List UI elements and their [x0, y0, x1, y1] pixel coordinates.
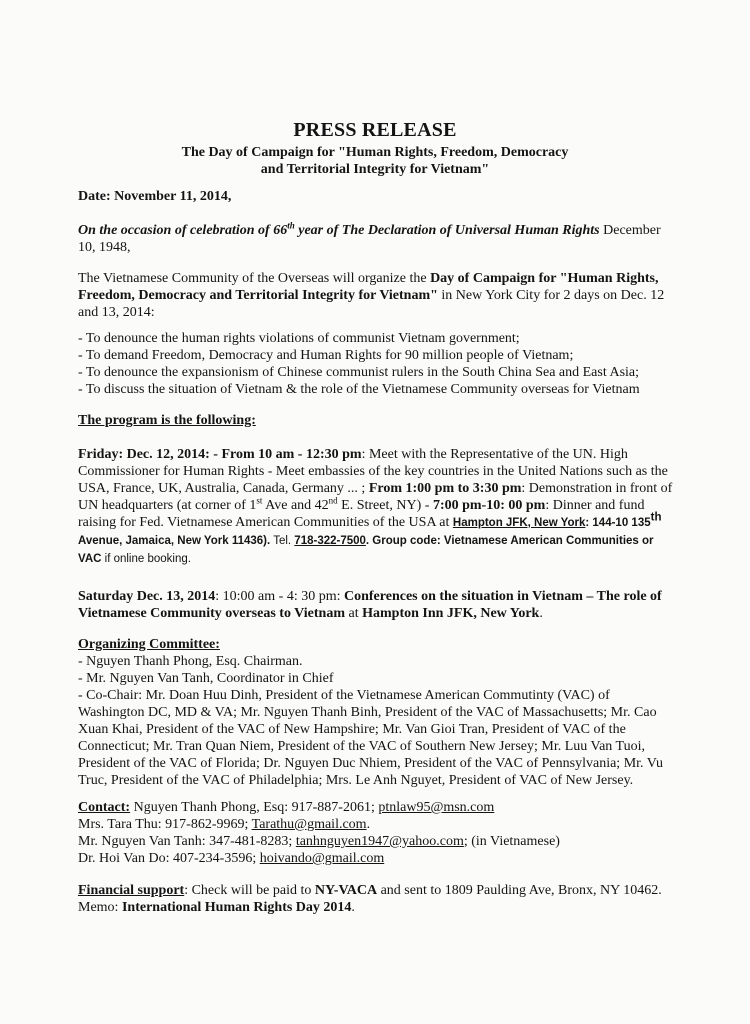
committee-line: - Nguyen Thanh Phong, Esq. Chairman. [78, 654, 303, 669]
contact-3-text: Mr. Nguyen Van Tanh: 347-481-8283; [78, 834, 296, 849]
venue-address-1: : 144-10 135 [585, 517, 651, 529]
contact-line-2 [78, 816, 678, 833]
friday-lead: Friday: Dec. 12, 2014: - From 10 am - 12:30 pm [78, 447, 362, 462]
contact-2-end: . [366, 817, 371, 832]
friday-t1: : Meet with the Representative of the UN. High Commissioner for Human Rights - Meet embassies of the key countries in the United Nations such as the USA, France, UK, Australia, Canada, Germany ... ; [78, 447, 668, 496]
contact-4-text: Dr. Hoi Van Do: 407-234-3596; [78, 851, 260, 866]
financial-line-2 [78, 899, 678, 916]
occasion-italic-b: year of The Declaration of Universal Human Rights [294, 223, 600, 238]
occasion-italic-a: On the occasion of celebration of 66 [78, 223, 288, 238]
venue-address-2: Avenue, Jamaica, New York 11436). [78, 535, 271, 547]
saturday-b2: Hampton Inn JFK, New York [362, 606, 540, 621]
contact-2-text: Mrs. Tara Thu: 917-862-9969; [78, 817, 252, 832]
release-date: Date: November 11, 2014, [78, 189, 232, 204]
memo-text: International Human Rights Day 2014 [121, 900, 352, 915]
occasion-rest: December 10, 1948, [78, 223, 661, 255]
friday-sup1: st [256, 495, 263, 506]
financial-line-1 [78, 882, 678, 899]
saturday-b1: Conferences on the situation in Vietnam – The role of Vietnamese Community overseas to Vietnam [78, 589, 662, 621]
contact-4-email[interactable]: hoivando@gmail.com [259, 851, 385, 866]
program-heading: The program is the following: [78, 413, 256, 428]
aim-item: - To denounce the human rights violations of communist Vietnam government; [78, 331, 520, 346]
friday-sup2: nd [328, 495, 338, 506]
friday-b3: 7:00 pm-10: 00 pm [432, 498, 546, 513]
financial-label: Financial support [78, 883, 185, 898]
tel-link[interactable]: 718-322-7500 [294, 535, 366, 547]
contact-1-text: Nguyen Thanh Phong, Esq: 917-887-2061; [130, 800, 379, 815]
venue-address-sup: th [650, 511, 662, 524]
financial-section [78, 882, 678, 916]
subtitle-line-1: The Day of Campaign for "Human Rights, Freedom, Democracy [181, 145, 569, 160]
contact-line-3 [78, 833, 678, 850]
group-code: . Group code: Vietnamese American Communities or VAC [78, 535, 654, 565]
intro-b: in New York City for 2 days on Dec. 12 and 13, 2014: [78, 288, 665, 320]
committee-line: - Co-Chair: Mr. Doan Huu Dinh, President of the Vietnamese American Commutinty (VAC) of Washington DC, MD & VA; Mr. Nguyen Thanh Binh, President of the VAC of Massachusetts; Mr. Cao Xuan Khai, President of the VAC of New Hampshire; Mr. Van Gioi Tran, President of VAC of the Connecticut; Mr. Tran Quan Niem, President of the VAC of Southern New Jersey; Mr. Luu Van Tuoi, President of the VAC of Florida; Dr. Nguyen Duc Nhiem, President of the VAC of Pennsylvania; Mr. Vu Truc, President of the VAC of Philadelphia; Mrs. Le Anh Nguyet, President of VAC of New Jersey. [78, 688, 664, 788]
aim-item: - To discuss the situation of Vietnam & the role of the Vietnamese Community overseas for Vietnam [78, 382, 640, 397]
aim-item: - To demand Freedom, Democracy and Human Rights for 90 million people of Vietnam; [78, 348, 574, 363]
contact-3-end: ; (in Vietnamese) [463, 834, 560, 849]
contact-line-1 [78, 799, 678, 816]
financial-t2: and sent to 1809 Paulding Ave, Bronx, NY 10462. [377, 883, 662, 898]
committee-section [78, 636, 678, 789]
committee-heading: Organizing Committee: [78, 637, 220, 652]
page-subtitle [0, 144, 750, 178]
saturday-paragraph [78, 588, 678, 622]
memo-label: Memo: [78, 900, 122, 915]
tel-label: Tel. [270, 535, 295, 547]
venue-link[interactable]: Hampton JFK, New York [452, 517, 586, 529]
committee-line: - Mr. Nguyen Van Tanh, Coordinator in Chief [78, 671, 334, 686]
online-note: if online booking. [101, 553, 191, 565]
aims-list [78, 330, 678, 398]
contact-label: Contact: [78, 800, 131, 815]
friday-t4: E. Street, NY) - [337, 498, 433, 513]
financial-b1: NY-VACA [314, 883, 378, 898]
contact-line-4 [78, 850, 678, 867]
occasion-sup: th [287, 220, 295, 231]
intro-paragraph [78, 270, 678, 321]
memo-end: . [351, 900, 355, 915]
page-title: PRESS RELEASE [293, 119, 457, 141]
subtitle-line-2: and Territorial Integrity for Vietnam" [260, 162, 490, 177]
intro-bold: Day of Campaign for "Human Rights, Freedom, Democracy and Territorial Integrity for Vietnam" [78, 271, 659, 303]
friday-t3: Ave and 42 [262, 498, 329, 513]
saturday-t2: . [539, 606, 543, 621]
contact-2-email[interactable]: Tarathu@gmail.com [251, 817, 367, 832]
contact-3-email[interactable]: tanhnguyen1947@yahoo.com [295, 834, 464, 849]
intro-a: The Vietnamese Community of the Overseas will organize the [78, 271, 431, 286]
saturday-time: : 10:00 am - 4: 30 pm: [215, 589, 344, 604]
friday-b2: From 1:00 pm to 3:30 pm [368, 481, 522, 496]
occasion-paragraph [78, 222, 678, 256]
friday-paragraph [78, 446, 678, 568]
friday-t2: : Demonstration in front of UN headquarters (at corner of 1 [78, 481, 673, 513]
saturday-t1: at [345, 606, 363, 621]
financial-t1: : Check will be paid to [184, 883, 315, 898]
contact-section [78, 799, 678, 867]
friday-t5: : Dinner and fund raising for Fed. Vietnamese American Communities of the USA at [78, 498, 645, 530]
aim-item: - To denounce the expansionism of Chinese communist rulers in the South China Sea and East Asia; [78, 365, 640, 380]
contact-1-email[interactable]: ptnlaw95@msn.com [378, 800, 495, 815]
saturday-lead: Saturday Dec. 13, 2014 [78, 589, 216, 604]
